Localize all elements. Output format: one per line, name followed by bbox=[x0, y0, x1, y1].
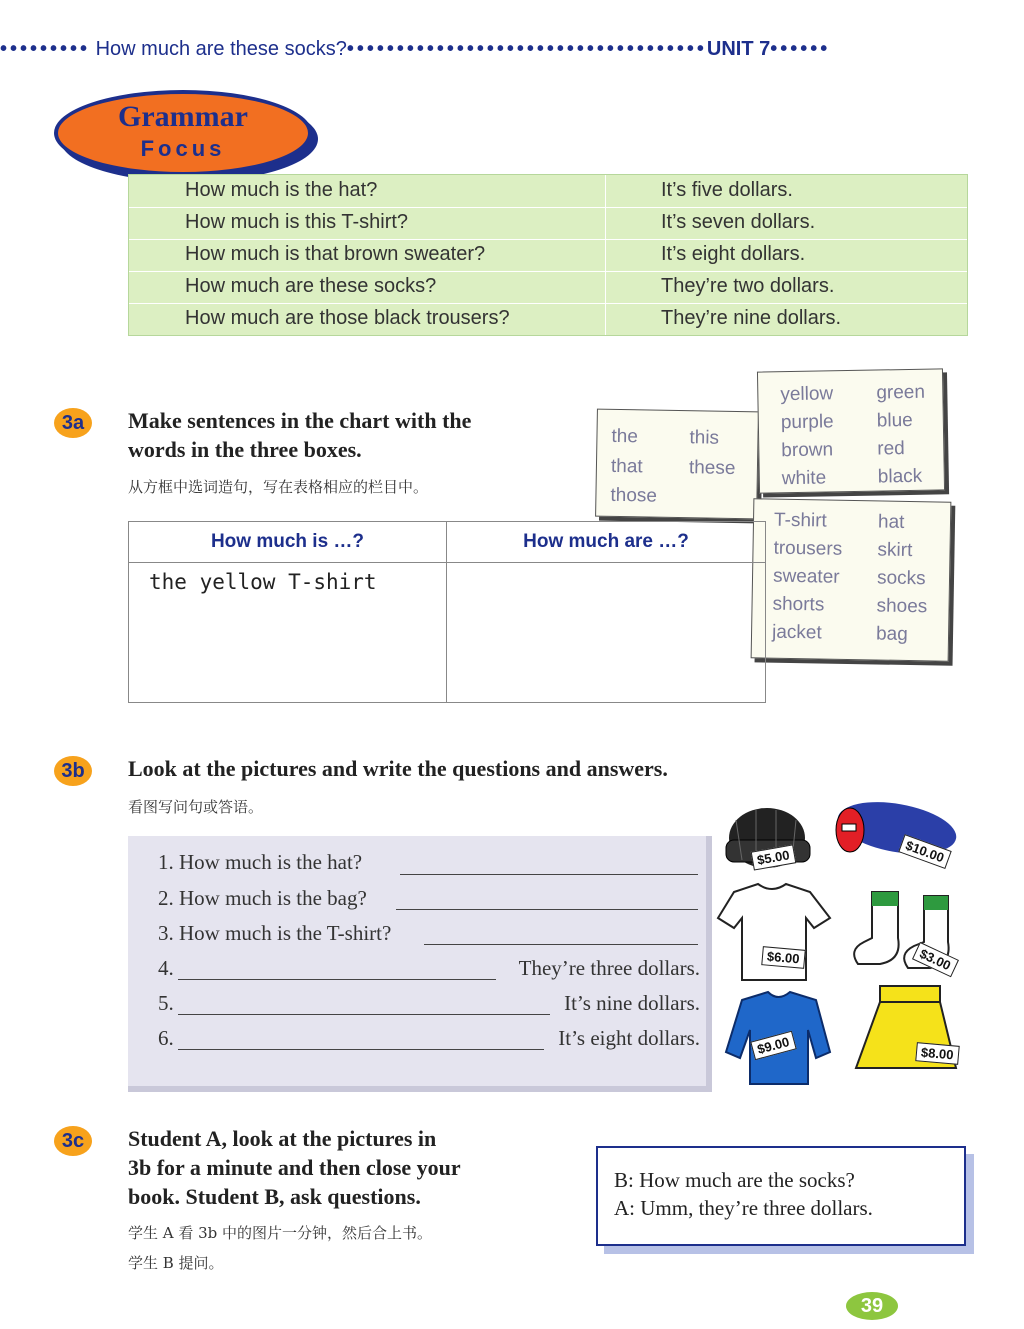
header-title: How much are these socks? bbox=[95, 38, 347, 60]
given-answer: It’s eight dollars. bbox=[558, 1026, 700, 1050]
grammar-row bbox=[129, 271, 967, 304]
answer-blank[interactable] bbox=[178, 979, 496, 980]
answer-blank[interactable] bbox=[178, 1014, 550, 1015]
word: blue bbox=[876, 409, 913, 432]
page-number: 39 bbox=[846, 1292, 898, 1320]
answer-blank[interactable] bbox=[400, 874, 698, 875]
price-tag: $10.00 bbox=[898, 834, 951, 869]
word: the bbox=[611, 425, 639, 448]
exercise-item: 2. How much is the bag? bbox=[158, 886, 367, 910]
grammar-question: How much is that brown sweater? bbox=[185, 243, 486, 265]
grammar-question: How much is the hat? bbox=[185, 179, 378, 201]
word: purple bbox=[780, 411, 834, 434]
answer-blank[interactable] bbox=[178, 1049, 544, 1050]
chart-header-is: How much is …? bbox=[210, 531, 365, 552]
given-answer: They’re three dollars. bbox=[518, 956, 700, 980]
grammar-focus-badge bbox=[54, 90, 312, 176]
grammar-answer: They’re two dollars. bbox=[661, 275, 835, 297]
instruction-3a-line2: words in the three boxes. bbox=[128, 437, 362, 462]
instruction-3b-cn: 看图写问句或答语。 bbox=[128, 798, 264, 816]
word-box-demonstratives bbox=[595, 409, 759, 520]
word-box-colors bbox=[757, 368, 945, 493]
word: yellow bbox=[780, 383, 834, 406]
word: white bbox=[781, 467, 827, 490]
exercise-item: 4. bbox=[158, 956, 174, 980]
price-tag: $3.00 bbox=[912, 942, 959, 977]
section-marker-3b: 3b bbox=[54, 756, 92, 786]
word: black bbox=[877, 465, 923, 488]
instruction-3c-cn1: 学生 A 看 3b 中的图片一分钟，然后合上书。 bbox=[128, 1224, 433, 1242]
given-answer: It’s nine dollars. bbox=[564, 991, 700, 1015]
badge-subtitle: Focus bbox=[140, 136, 226, 161]
word-box-clothes bbox=[751, 498, 952, 661]
word: red bbox=[877, 438, 905, 460]
answer-chart bbox=[128, 521, 766, 703]
exercise-item: 5. bbox=[158, 991, 174, 1015]
word: T-shirt bbox=[773, 509, 827, 532]
answer-blank[interactable] bbox=[396, 909, 698, 910]
dialog-line-a: A: Umm, they’re three dollars. bbox=[614, 1196, 873, 1220]
word: this bbox=[689, 427, 720, 449]
answer-blank[interactable] bbox=[424, 944, 698, 945]
running-header: ••••••••• How much are these socks?••••••••••••••••••••••••••••••••••••UNIT 7•••••• bbox=[0, 38, 831, 60]
word: that bbox=[610, 455, 643, 478]
word: jacket bbox=[771, 621, 822, 644]
dialog-box bbox=[596, 1146, 966, 1246]
exercise-item: 3. How much is the T-shirt? bbox=[158, 921, 392, 945]
exercise-item: 6. bbox=[158, 1026, 174, 1050]
chart-header-are: How much are …? bbox=[523, 531, 689, 552]
word: shoes bbox=[876, 595, 928, 618]
grammar-row bbox=[129, 175, 967, 208]
word: hat bbox=[877, 511, 905, 533]
word: skirt bbox=[877, 539, 913, 562]
badge-title: Grammar bbox=[118, 100, 248, 133]
grammar-answer: It’s eight dollars. bbox=[661, 243, 806, 265]
grammar-row bbox=[129, 239, 967, 272]
instruction-3a-line1: Make sentences in the chart with the bbox=[128, 408, 472, 433]
word: sweater bbox=[772, 565, 840, 588]
instruction-3c-line1: Student A, look at the pictures in bbox=[128, 1126, 437, 1151]
price-tag: $5.00 bbox=[751, 844, 796, 870]
dialog-line-b: B: How much are the socks? bbox=[614, 1168, 855, 1192]
price-tag: $9.00 bbox=[750, 1031, 796, 1060]
grammar-answer: It’s five dollars. bbox=[661, 179, 793, 201]
word: brown bbox=[781, 439, 834, 462]
word: socks bbox=[876, 567, 926, 590]
price-tag: $6.00 bbox=[761, 946, 805, 969]
word: green bbox=[876, 381, 926, 404]
grammar-answer: It’s seven dollars. bbox=[661, 211, 816, 233]
grammar-row bbox=[129, 303, 967, 335]
grammar-table bbox=[128, 174, 968, 336]
instruction-3c-line2: 3b for a minute and then close your bbox=[128, 1155, 461, 1180]
word: these bbox=[688, 457, 736, 480]
grammar-question: How much are those black trousers? bbox=[185, 307, 510, 329]
grammar-question: How much is this T-shirt? bbox=[185, 211, 409, 233]
instruction-3b: Look at the pictures and write the questions and answers. bbox=[128, 756, 668, 781]
exercise-item: 1. How much is the hat? bbox=[158, 850, 363, 874]
grammar-answer: They’re nine dollars. bbox=[661, 307, 842, 329]
section-marker-3c: 3c bbox=[54, 1126, 92, 1156]
grammar-question: How much are these socks? bbox=[185, 275, 437, 297]
exercise-panel-3b bbox=[128, 836, 712, 1092]
word: those bbox=[610, 484, 658, 507]
word: trousers bbox=[773, 537, 843, 560]
instruction-3a-cn: 从方框中选词造句，写在表格相应的栏目中。 bbox=[128, 478, 429, 496]
instruction-3c-line3: book. Student B, ask questions. bbox=[128, 1184, 421, 1209]
price-tag: $8.00 bbox=[915, 1042, 959, 1065]
section-marker-3a: 3a bbox=[54, 408, 92, 438]
word: shorts bbox=[772, 593, 825, 616]
word: bag bbox=[875, 623, 908, 645]
instruction-3c-cn2: 学生 B 提问。 bbox=[128, 1254, 224, 1272]
grammar-row bbox=[129, 207, 967, 240]
header-unit: UNIT 7 bbox=[706, 38, 771, 60]
chart-example-answer: the yellow T-shirt bbox=[149, 570, 377, 594]
